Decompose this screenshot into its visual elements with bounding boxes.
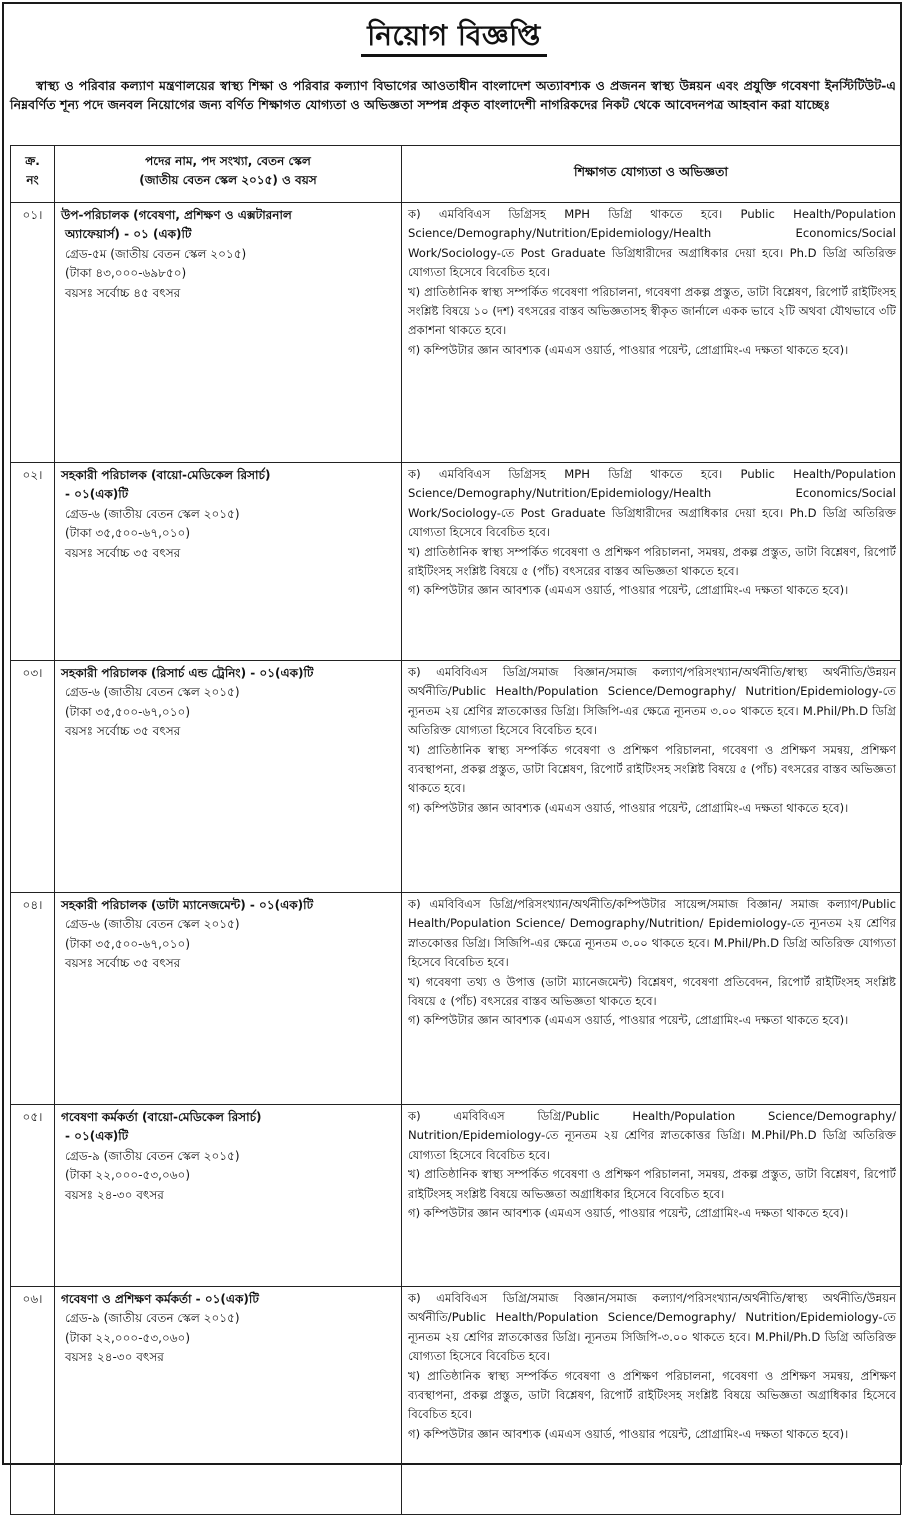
row-qualification xyxy=(402,893,901,1105)
qualification-kha: খ) প্রাতিষ্ঠানিক স্বাস্থ্য সম্পর্কিত গবেষণা ও প্রশিক্ষণ পরিচালনা, গবেষণা ও প্রশিক্ষণ সমন্বয়, প্রশিক্ষণ ব্যবস্থাপনা, প্রকল্প প্রস্তুত, ডাটা বিশ্লেষণ, রিপোর্ট রাইটিংসহ সংশ্লিষ্ট বিষয়ে ৫ (পাঁচ) বৎসরের বাস্তব অভিজ্ঞতা থাকতে হবে। xyxy=(408,742,896,796)
intro-text: স্বাস্থ্য ও পরিবার কল্যাণ মন্ত্রণালয়ের স্বাস্থ্য শিক্ষা ও পরিবার কল্যাণ বিভাগের আওতাধীন বাংলাদেশ অত্যাবশ্যক ও প্রজনন স্বাস্থ্য উন্নয়ন এবং প্রযুক্তি গবেষণা ইনস্টিটিউট-এ নিম্নবর্ণিত শূন্য পদে জনবল নিয়োগের জন্য বর্ণিত শিক্ষাগত যোগ্যতা ও অভিজ্ঞতা সম্পন্ন প্রকৃত বাংলাদেশী নাগরিকদের নিকট থেকে আবেদনপত্র আহবান করা যাচ্ছেঃ xyxy=(10,78,896,112)
table-row xyxy=(11,463,901,661)
row-post xyxy=(55,463,402,661)
post-name-cont: অ্যাফেয়ার্স) - ০১ (এক)টি xyxy=(65,227,192,242)
row-serial: ০৪। xyxy=(11,893,55,1105)
qualification-kha: খ) প্রাতিষ্ঠানিক স্বাস্থ্য সম্পর্কিত গবেষণা ও প্রশিক্ষণ পরিচালনা, সমন্বয়, প্রকল্প প্রস্তুত, ডাটা বিশ্লেষণ, রিপোর্ট রাইটিংসহ সংশ্লিষ্ট বিষয়ে ৫ (পাঁচ) বৎসরের বাস্তব অভিজ্ঞতা থাকতে হবে। xyxy=(408,544,896,579)
post-pay: (টাকা ৪৩,০০০-৬৯৮৫০) xyxy=(65,266,187,281)
header-qualification: শিক্ষাগত যোগ্যতা ও অভিজ্ঞতা xyxy=(402,146,901,203)
header-post-line2: (জাতীয় বেতন স্কেল ২০১৫) ও বয়স xyxy=(139,173,317,187)
row-qualification xyxy=(402,1105,901,1287)
row-post xyxy=(55,661,402,893)
post-age: বয়সঃ ২৪-৩০ বৎসর xyxy=(65,1350,164,1365)
table-row xyxy=(11,1105,901,1287)
qualification-ga: গ) কম্পিউটার জ্ঞান আবশ্যক (এমএস ওয়ার্ড, পাওয়ার পয়েন্ট, প্রোগ্রামিং-এ দক্ষতা থাকতে হবে)। xyxy=(408,1426,849,1441)
vacancy-table xyxy=(10,145,901,1515)
row-post xyxy=(55,893,402,1105)
row-qualification xyxy=(402,463,901,661)
qualification-kha: খ) প্রাতিষ্ঠানিক স্বাস্থ্য সম্পর্কিত গবেষণা পরিচালনা, গবেষণা প্রকল্প প্রস্তুত, ডাটা বিশ্লেষণ, রিপোর্ট রাইটিংসহ সংশ্লিষ্ট বিষয়ে ১০ (দশ) বৎসরের বাস্তব অভিজ্ঞতাসহ স্বীকৃত জার্নালে একক ভাবে ২টি অথবা যৌথভাবে ৩টি প্রকাশনা থাকতে হবে। xyxy=(408,284,896,338)
header-serial-line2: নং xyxy=(26,173,39,187)
qualification-ga: গ) কম্পিউটার জ্ঞান আবশ্যক (এমএস ওয়ার্ড, পাওয়ার পয়েন্ট, প্রোগ্রামিং-এ দক্ষতা থাকতে হবে)। xyxy=(408,800,849,815)
post-name: গবেষণা ও প্রশিক্ষণ কর্মকর্তা - ০১(এক)টি xyxy=(61,1292,259,1306)
post-name-cont: - ০১(এক)টি xyxy=(65,1129,129,1144)
row-post xyxy=(55,1105,402,1287)
row-post xyxy=(55,1287,402,1515)
post-name-cont: - ০১(এক)টি xyxy=(65,487,129,502)
post-age: বয়সঃ সর্বোচ্চ ৩৫ বৎসর xyxy=(65,956,181,971)
row-qualification xyxy=(402,1287,901,1515)
table-row xyxy=(11,661,901,893)
intro-paragraph xyxy=(10,76,896,114)
table-row xyxy=(11,203,901,463)
header-serial xyxy=(11,146,55,203)
qualification-ka: ক) এমবিবিএস ডিগ্রিসহ MPH ডিগ্রি থাকতে হবে। Public Health/Population Science/Demography/Nutrition/Epidemiology/Health Economics/Social Work/Sociology-তে Post Graduate ডিগ্রিধারীদের অগ্রাধিকার দেয়া হবে। Ph.D ডিগ্রি অতিরিক্ত যোগ্যতা হিসেবে বিবেচিত হবে। xyxy=(408,467,896,540)
page-title-text: নিয়োগ বিজ্ঞপ্তি xyxy=(361,19,547,57)
row-qualification xyxy=(402,661,901,893)
post-age: বয়সঃ সর্বোচ্চ ৪৫ বৎসর xyxy=(65,285,181,300)
post-pay: (টাকা ৩৫,৫০০-৬৭,০১০) xyxy=(65,704,191,719)
qualification-ka: ক) এমবিবিএস ডিগ্রি/সমাজ বিজ্ঞান/সমাজ কল্যাণ/পরিসংখ্যান/অর্থনীতি/স্বাস্থ্য অর্থনীতি/উন্নয়ন অর্থনীতি/Public Health/Population Science/Demography/ Nutrition/Epidemiology-তে ন্যূনতম ২য় শ্রেণির স্নাতকোত্তর ডিগ্রি। ন্যূনতম সিজিপি-৩.০০ থাকতে হবে। M.Phil/Ph.D ডিগ্রি অতিরিক্ত যোগ্যতা হিসেবে বিবেচিত হবে। xyxy=(408,1291,896,1364)
qualification-ga: গ) কম্পিউটার জ্ঞান আবশ্যক (এমএস ওয়ার্ড, পাওয়ার পয়েন্ট, প্রোগ্রামিং-এ দক্ষতা থাকতে হবে)। xyxy=(408,342,849,357)
post-pay: (টাকা ৩৫,৫০০-৬৭,০১০) xyxy=(65,526,191,541)
post-name: গবেষণা কর্মকর্তা (বায়ো-মেডিকেল রিসার্চ) xyxy=(61,1110,262,1124)
qualification-ka: ক) এমবিবিএস ডিগ্রি/পরিসংখ্যান/অর্থনীতি/কম্পিউটার সায়েন্স/সমাজ বিজ্ঞান/ সমাজ কল্যাণ/Public Health/Population Science/ Demography/Nutrition/ Epidemiology-তে ন্যূনতম ২য় শ্রেণির স্নাতকোত্তর ডিগ্রি। সিজিপি-এর ক্ষেত্রে ন্যূনতম ৩.০০ থাকতে হবে। M.Phil/Ph.D ডিগ্রি অতিরিক্ত যোগ্যতা হিসেবে বিবেচিত হবে। xyxy=(408,897,896,970)
table-header-row xyxy=(11,146,901,203)
row-serial: ০৬। xyxy=(11,1287,55,1515)
qualification-ga: গ) কম্পিউটার জ্ঞান আবশ্যক (এমএস ওয়ার্ড, পাওয়ার পয়েন্ট, প্রোগ্রামিং-এ দক্ষতা থাকতে হবে)। xyxy=(408,1206,849,1221)
post-pay: (টাকা ২২,০০০-৫৩,০৬০) xyxy=(65,1330,191,1345)
post-age: বয়সঃ সর্বোচ্চ ৩৫ বৎসর xyxy=(65,724,181,739)
qualification-ga: গ) কম্পিউটার জ্ঞান আবশ্যক (এমএস ওয়ার্ড, পাওয়ার পয়েন্ট, প্রোগ্রামিং-এ দক্ষতা থাকতে হবে)। xyxy=(408,583,849,598)
table-row xyxy=(11,893,901,1105)
row-serial: ০৩। xyxy=(11,661,55,893)
post-name: সহকারী পরিচালক (রিসার্চ এন্ড ট্রেনিং) - ০১(এক)টি xyxy=(61,666,314,680)
post-name: উপ-পরিচালক (গবেষণা, প্রশিক্ষণ ও এক্সটারনাল xyxy=(61,208,292,222)
post-age: বয়সঃ সর্বোচ্চ ৩৫ বৎসর xyxy=(65,545,181,560)
qualification-ka: ক) এমবিবিএস ডিগ্রি/Public Health/Population Science/Demography/ Nutrition/Epidemiology-তে ন্যূনতম ২য় শ্রেণির স্নাতকোত্তর ডিগ্রি। M.Phil/Ph.D ডিগ্রি অতিরিক্ত যোগ্যতা হিসেবে বিবেচিত হবে। xyxy=(408,1109,896,1162)
row-serial: ০২। xyxy=(11,463,55,661)
row-qualification xyxy=(402,203,901,463)
post-age: বয়সঃ ২৪-৩০ বৎসর xyxy=(65,1187,164,1202)
post-grade: গ্রেড-৯ (জাতীয় বেতন স্কেল ২০১৫) xyxy=(65,1311,240,1326)
post-grade: গ্রেড-৬ (জাতীয় বেতন স্কেল ২০১৫) xyxy=(65,917,240,932)
qualification-kha: খ) প্রাতিষ্ঠানিক স্বাস্থ্য সম্পর্কিত গবেষণা ও প্রশিক্ষণ পরিচালনা, সমন্বয়, প্রকল্প প্রস্তুত, ডাটা বিশ্লেষণ, রিপোর্ট রাইটিংসহ সংশ্লিষ্ট বিষয়ে অভিজ্ঞতা অগ্রাধিকার হিসেবে বিবেচিত হবে। xyxy=(408,1167,896,1201)
post-name: সহকারী পরিচালক (ডাটা ম্যানেজমেন্ট) - ০১(এক)টি xyxy=(61,898,314,912)
qualification-kha: খ) প্রাতিষ্ঠানিক স্বাস্থ্য সম্পর্কিত গবেষণা ও প্রশিক্ষণ পরিচালনা, গবেষণা ও প্রশিক্ষণ সমন্বয়, প্রশিক্ষণ ব্যবস্থাপনা, প্রকল্প প্রস্তুত, ডাটা বিশ্লেষণ, রিপোর্ট রাইটিংসহ সংশ্লিষ্ট বিষয়ে অভিজ্ঞতা অগ্রাধিকার হিসেবে বিবেচিত হবে। xyxy=(408,1368,896,1422)
post-grade: গ্রেড-৯ (জাতীয় বেতন স্কেল ২০১৫) xyxy=(65,1148,240,1163)
header-post xyxy=(55,146,402,203)
post-grade: গ্রেড-৫ম (জাতীয় বেতন স্কেল ২০১৫) xyxy=(65,246,247,261)
row-post xyxy=(55,203,402,463)
post-grade: গ্রেড-৬ (জাতীয় বেতন স্কেল ২০১৫) xyxy=(65,685,240,700)
row-serial: ০১। xyxy=(11,203,55,463)
table-row xyxy=(11,1287,901,1515)
page-title xyxy=(0,14,908,61)
qualification-kha: খ) গবেষণা তথ্য ও উপাত্ত (ডাটা ম্যানেজমেন্ট) বিশ্লেষণ, গবেষণা প্রতিবেদন, রিপোর্ট রাইটিংসহ সংশ্লিষ্ট বিষয়ে ৫ (পাঁচ) বৎসরের বাস্তব অভিজ্ঞতা থাকতে হবে। xyxy=(408,974,896,1009)
qualification-ga: গ) কম্পিউটার জ্ঞান আবশ্যক (এমএস ওয়ার্ড, পাওয়ার পয়েন্ট, প্রোগ্রামিং-এ দক্ষতা থাকতে হবে)। xyxy=(408,1013,849,1028)
post-pay: (টাকা ৩৫,৫০০-৬৭,০১০) xyxy=(65,936,191,951)
post-name: সহকারী পরিচালক (বায়ো-মেডিকেল রিসার্চ) xyxy=(61,468,271,482)
qualification-ka: ক) এমবিবিএস ডিগ্রি/সমাজ বিজ্ঞান/সমাজ কল্যাণ/পরিসংখ্যান/অর্থনীতি/স্বাস্থ্য অর্থনীতি/উন্নয়ন অর্থনীতি/Public Health/Population Science/Demography/ Nutrition/Epidemiology-তে ন্যূনতম ২য় শ্রেণির স্নাতকোত্তর ডিগ্রি। সিজিপি-এর ক্ষেত্রে ন্যূনতম ৩.০০ থাকতে হবে। M.Phil/Ph.D ডিগ্রি অতিরিক্ত যোগ্যতা হিসেবে বিবেচিত হবে। xyxy=(408,665,896,738)
post-pay: (টাকা ২২,০০০-৫৩,০৬০) xyxy=(65,1168,191,1183)
header-serial-line1: ক্র. xyxy=(25,154,40,168)
row-serial: ০৫। xyxy=(11,1105,55,1287)
qualification-ka: ক) এমবিবিএস ডিগ্রিসহ MPH ডিগ্রি থাকতে হবে। Public Health/Population Science/Demography/Nutrition/Epidemiology/Health Economics/Social Work/Sociology-তে Post Graduate ডিগ্রিধারীদের অগ্রাধিকার দেয়া হবে। Ph.D ডিগ্রি অতিরিক্ত যোগ্যতা হিসেবে বিবেচিত হবে। xyxy=(408,207,896,280)
post-grade: গ্রেড-৬ (জাতীয় বেতন স্কেল ২০১৫) xyxy=(65,506,240,521)
header-post-line1: পদের নাম, পদ সংখ্যা, বেতন স্কেল xyxy=(145,154,311,168)
